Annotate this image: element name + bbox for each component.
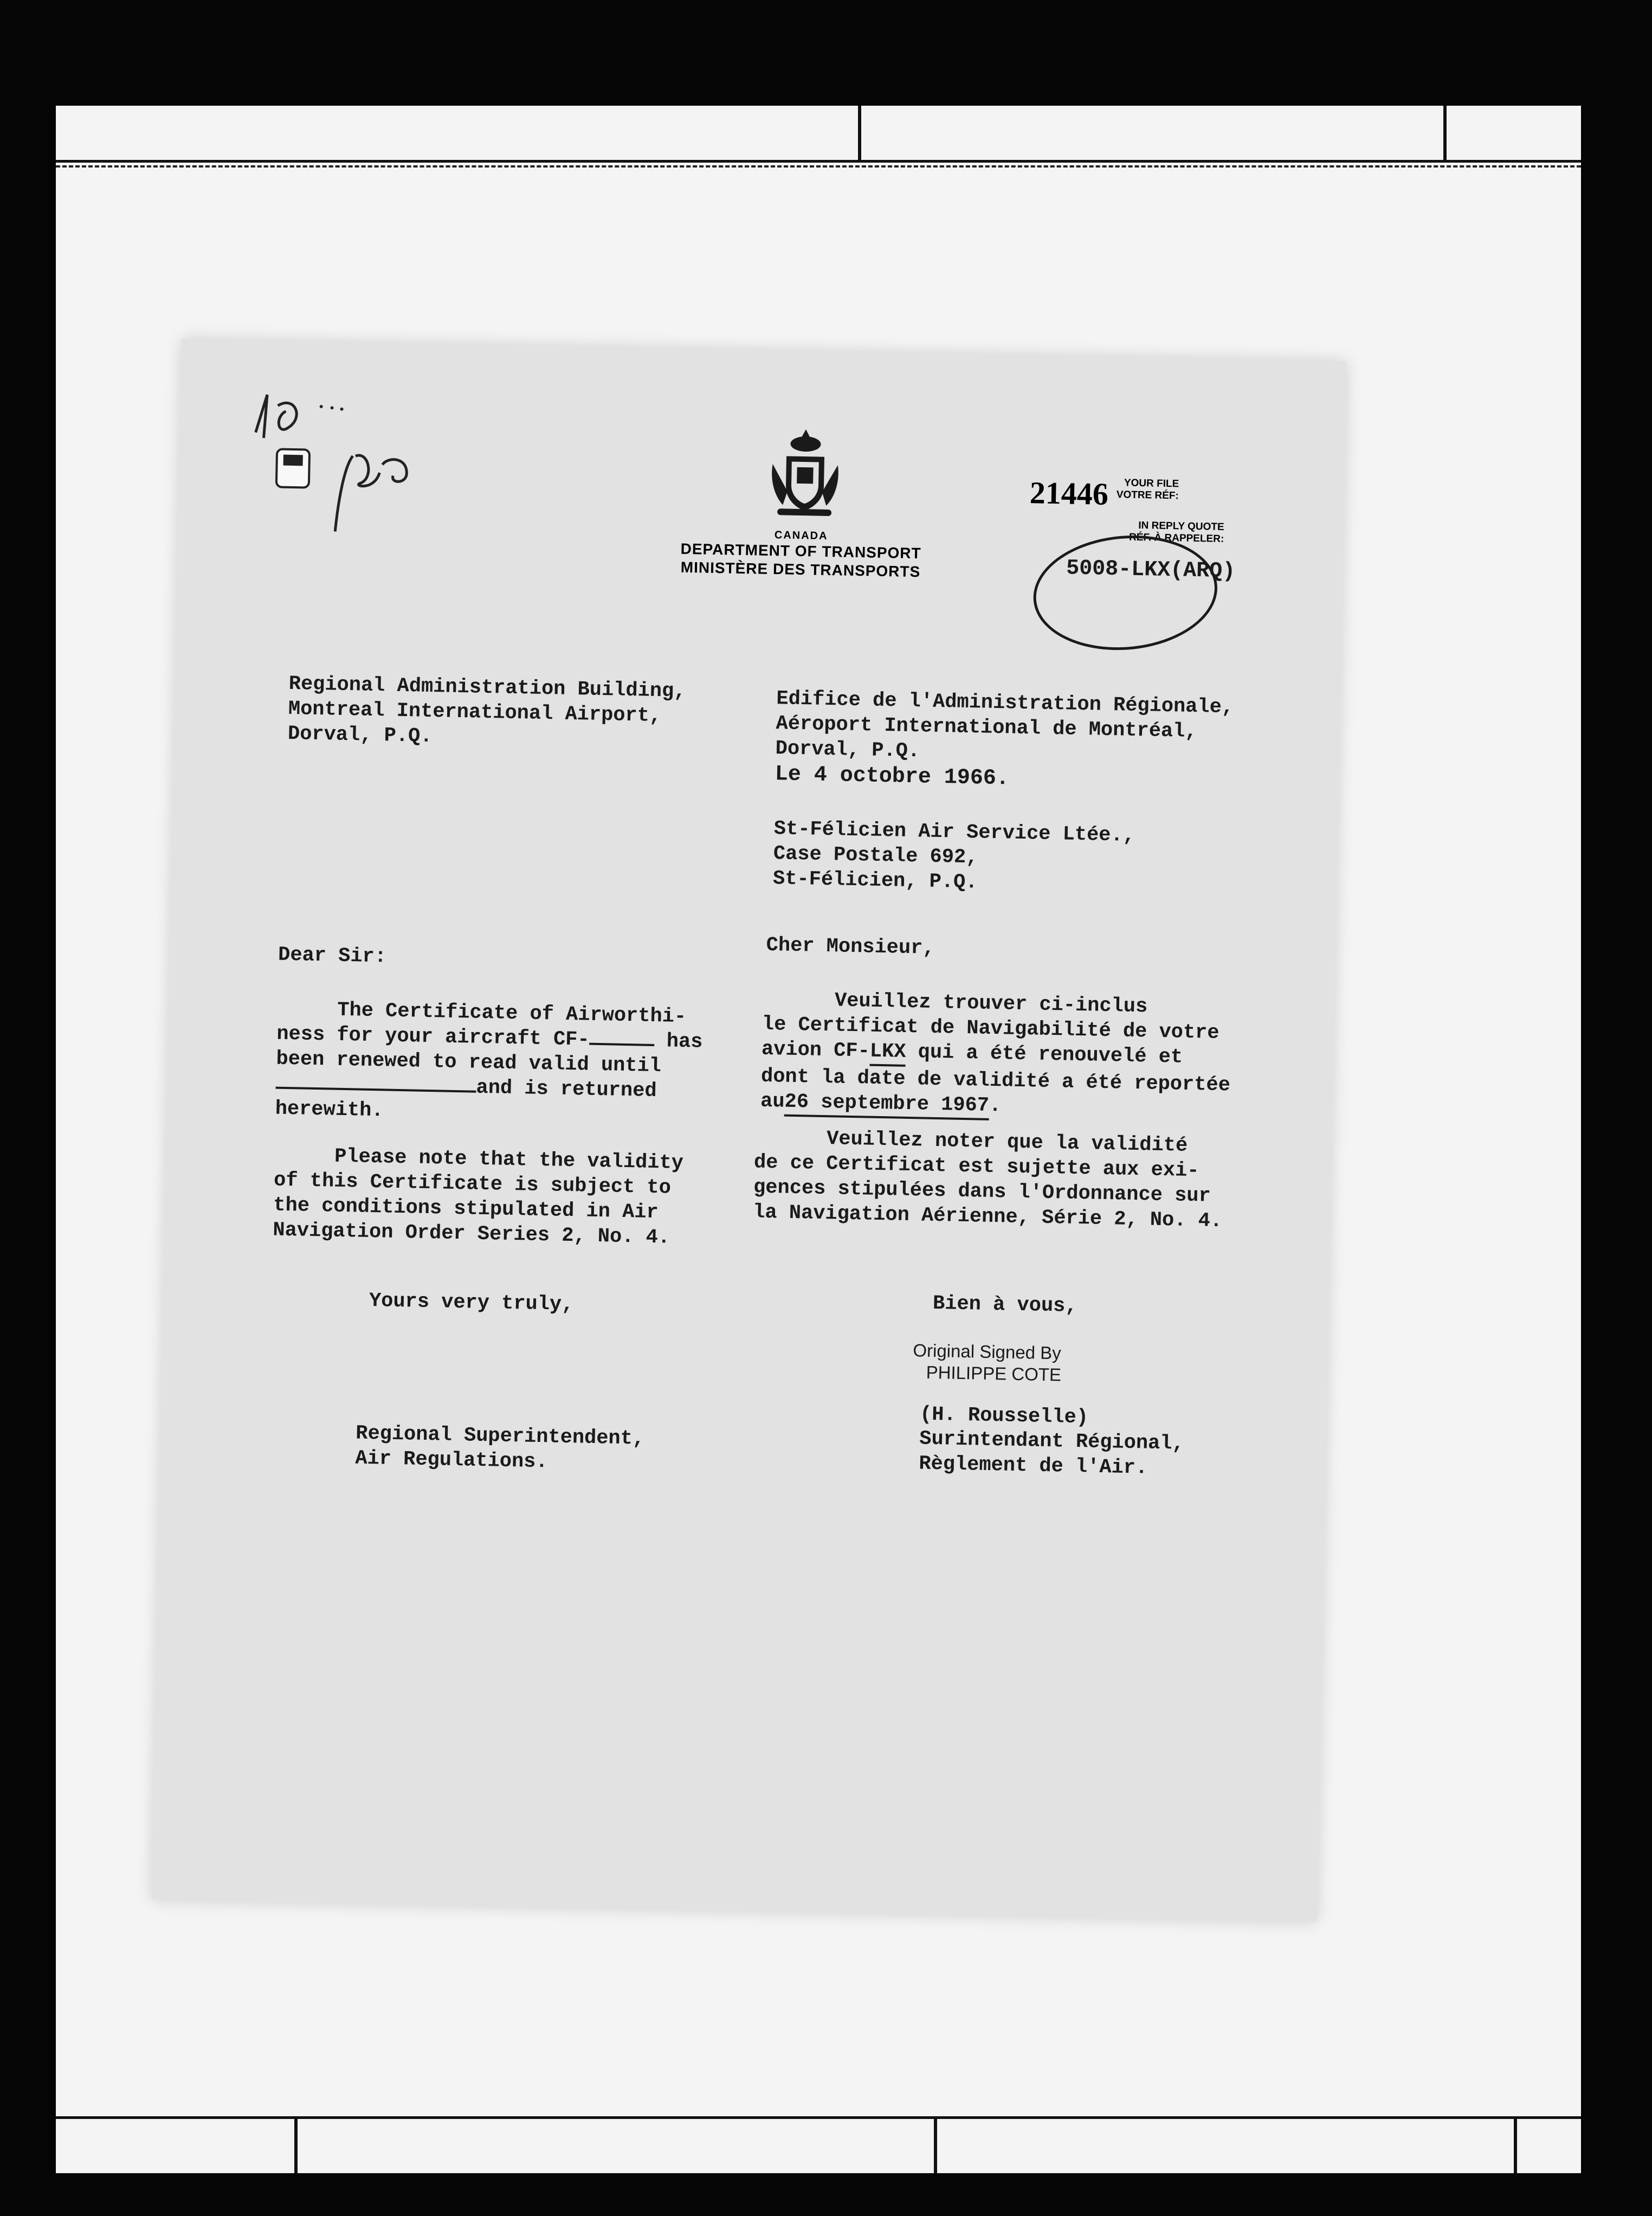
canada-coat-of-arms-icon (766, 426, 844, 520)
text-line: Please note that the validity (334, 1145, 684, 1175)
text-line: and is returned (476, 1076, 657, 1103)
blank-field (275, 1087, 476, 1093)
text-line: . (989, 1094, 1002, 1118)
text-line: Veuillez noter que la validité (826, 1128, 1188, 1157)
english-address (288, 672, 686, 754)
department-name-fr: MINISTÈRE DES TRANSPORTS (680, 558, 921, 581)
recipient-address (773, 816, 1135, 898)
file-number: 21446 (1029, 475, 1109, 512)
film-dash-line (56, 165, 1581, 168)
english-paragraph-2 (273, 1143, 683, 1251)
address-line: Aéroport International de Montréal, (776, 712, 1197, 744)
french-paragraph-1 (760, 987, 1232, 1125)
address-line: Dorval, P.Q. (775, 737, 920, 763)
country-label: CANADA (774, 529, 828, 542)
stamp-line: Original Signed By (913, 1340, 1062, 1363)
text-line: been renewed to read valid until (276, 1047, 662, 1078)
film-tick (294, 2119, 298, 2173)
letter-sheet (152, 339, 1347, 1922)
address-line: Dorval, P.Q. (287, 722, 433, 749)
french-address (775, 686, 1234, 770)
english-signature-title (355, 1421, 645, 1477)
english-closing: Yours very truly, (369, 1289, 574, 1317)
text-line: has (666, 1030, 703, 1054)
text-line: dont la date de validité a été reportée (760, 1065, 1231, 1097)
text-line: the conditions stipulated in Air (273, 1194, 659, 1225)
address-line: Case Postale 692, (773, 842, 978, 869)
handwritten-annotation (243, 372, 490, 551)
french-salutation: Cher Monsieur, (766, 933, 935, 960)
film-strip-top (56, 106, 1581, 163)
text-line: qui a été renouvelé et (918, 1041, 1183, 1069)
address-line: St-Félicien, P.Q. (772, 867, 978, 894)
reply-label-en: IN REPLY QUOTE (1138, 519, 1224, 533)
text-line: Navigation Order Series 2, No. 4. (273, 1219, 670, 1249)
french-closing: Bien à vous, (932, 1292, 1077, 1318)
english-paragraph-1 (275, 997, 703, 1130)
signer-name: (H. Rousselle) (919, 1403, 1089, 1429)
text-line: herewith. (275, 1097, 384, 1123)
address-line: Montreal International Airport, (288, 697, 662, 728)
letter-date: Le 4 octobre 1966. (775, 762, 1010, 791)
text-line: avion CF- (761, 1038, 870, 1063)
text-line: ness for your aircraft CF- (276, 1022, 590, 1052)
aircraft-registration: LKX (869, 1039, 906, 1067)
reply-label-fr: RÉF. À RAPPELER: (1128, 531, 1224, 545)
text-line: de ce Certificat est sujette aux exi- (753, 1151, 1199, 1183)
stamp-line: PHILIPPE COTE (926, 1362, 1062, 1385)
signed-stamp (912, 1339, 1062, 1386)
film-tick (858, 106, 861, 160)
file-label-en: YOUR FILE (1124, 477, 1179, 490)
file-reference-label (1117, 477, 1179, 502)
text-line: le Certificat de Navigabilité de votre (762, 1013, 1219, 1045)
text-line: Air Regulations. (355, 1447, 548, 1474)
film-tick (1514, 2119, 1517, 2173)
text-line: gences stipulées dans l'Ordonnance sur (753, 1176, 1211, 1208)
text-line: Veuillez trouver ci-inclus (834, 989, 1148, 1019)
address-line: Regional Administration Building, (288, 672, 686, 703)
reply-reference-number: 5008-LKX(ARQ) (1066, 556, 1236, 584)
department-header (660, 527, 943, 582)
film-tick (1443, 106, 1447, 160)
department-name-en: DEPARTMENT OF TRANSPORT (680, 540, 921, 562)
french-signature-title (919, 1427, 1184, 1481)
text-line: au (760, 1090, 785, 1113)
film-strip-bottom (56, 2116, 1581, 2173)
validity-date: 26 septembre 1967 (784, 1090, 989, 1120)
french-paragraph-2 (753, 1125, 1224, 1234)
film-tick (934, 2119, 937, 2173)
circled-annotation (1029, 528, 1222, 657)
text-line: of this Certificate is subject to (273, 1169, 672, 1200)
address-line: St-Félicien Air Service Ltée., (773, 817, 1135, 847)
blank-field (589, 1043, 654, 1046)
text-line: la Navigation Aérienne, Série 2, No. 4. (752, 1201, 1223, 1233)
text-line: The Certificate of Airworthi- (337, 999, 687, 1029)
english-salutation: Dear Sir: (278, 943, 387, 969)
address-line: Edifice de l'Administration Régionale, (776, 687, 1234, 719)
file-label-fr: VOTRE RÉF: (1116, 489, 1179, 502)
text-line: Surintendant Régional, (919, 1427, 1185, 1455)
text-line: Règlement de l'Air. (919, 1452, 1148, 1480)
text-line: Regional Superintendent, (355, 1422, 645, 1451)
